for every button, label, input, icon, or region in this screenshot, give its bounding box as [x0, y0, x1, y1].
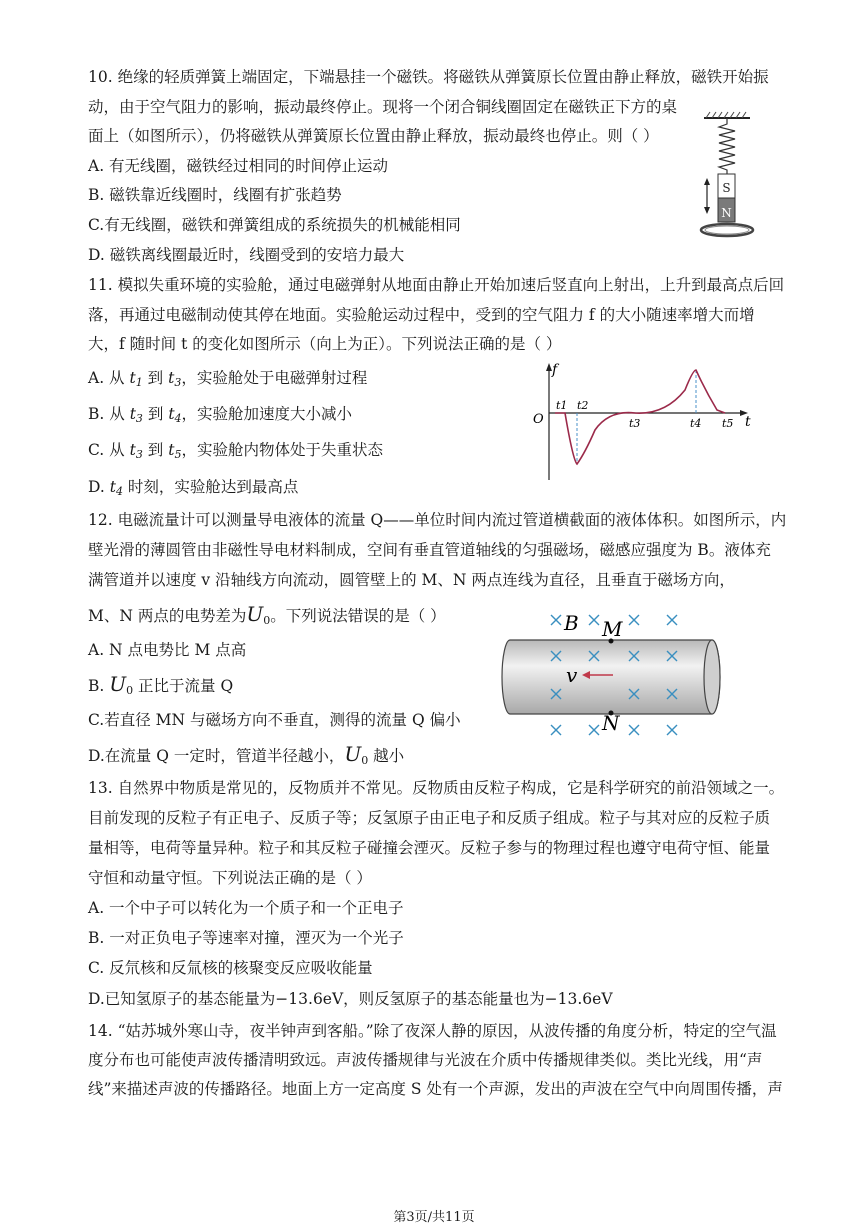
q12-option-a: A. N 点电势比 M 点高	[88, 641, 247, 659]
q13-option-b: B. 一对正负电子等速率对撞，湮灭为一个光子	[88, 929, 404, 947]
q12-option-c: C.若直径 MN 与磁场方向不垂直，测得的流量 Q 偏小	[88, 711, 461, 729]
q12-line-4: M、N 两点的电势差为$U_0$。下列说法错误的是（ ）	[88, 602, 446, 627]
tick-t4: t4	[690, 417, 702, 430]
tick-t5: t5	[722, 417, 734, 430]
t-axis-label: t	[745, 414, 751, 430]
q12-line-2: 壁光滑的薄圆管由非磁性导电材料制成，空间有垂直管道轴线的匀强磁场，磁感应强度为 B。液体充	[88, 541, 771, 559]
q10-line-1: 10. 绝缘的轻质弹簧上端固定，下端悬挂一个磁铁。将磁铁从弹簧原长位置由静止释放，磁铁开始振	[88, 68, 769, 86]
q10-line-2: 动，由于空气阻力的影响，振动最终停止。现将一个闭合铜线圈固定在磁铁正下方的桌	[88, 98, 678, 116]
q12-option-d: D.在流量 Q 一定时，管道半径越小，$U_0$ 越小	[88, 742, 405, 767]
q10-line-3: 面上（如图所示），仍将磁铁从弹簧原长位置由静止释放，振动最终也停止。则（ ）	[88, 127, 659, 145]
q12-option-b: B. $U_0$ 正比于流量 Q	[88, 672, 234, 697]
label-m: M	[602, 617, 623, 641]
q13-line-2: 目前发现的反粒子有正电子、反质子等；反氢原子由正电子和反质子组成。粒子与其对应的反粒子质	[88, 809, 771, 827]
q13-option-a: A. 一个中子可以转化为一个质子和一个正电子	[88, 899, 404, 917]
q14-line-2: 度分布也可能使声波传播清明致远。声波传播规律与光波在介质中传播规律类似。类比光线，用“声	[88, 1051, 763, 1069]
q11-line-2: 落，再通过电磁制动使其停在地面。实验舱运动过程中，受到的空气阻力 f 的大小随速率增大而增	[88, 306, 755, 324]
q10-option-c: C.有无线圈，磁铁和弹簧组成的系统损失的机械能相同	[88, 216, 461, 234]
u0-symbol: U	[246, 602, 264, 626]
tick-t1: t1	[556, 399, 568, 412]
q11-line-1: 11. 模拟失重环境的实验舱，通过电磁弹射从地面由静止开始加速后竖直向上射出，上升到最高点后回	[88, 276, 785, 294]
q13-option-d: D.已知氢原子的基态能量为−13.6eV，则反氢原子的基态能量也为−13.6eV	[88, 990, 613, 1008]
q11-line-3: 大，f 随时间 t 的变化如图所示（向上为正）。下列说法正确的是（ ）	[88, 335, 562, 353]
q11-option-c: C. 从 $t_3$ 到 $t_5$，实验舱内物体处于失重状态	[88, 441, 383, 461]
q11-option-a: A. 从 $t_1$ 到 $t_3$，实验舱处于电磁弹射过程	[88, 369, 368, 389]
q10-option-a: A. 有无线圈，磁铁经过相同的时间停止运动	[88, 157, 389, 175]
q13-option-c: C. 反氘核和反氚核的核聚变反应吸收能量	[88, 959, 373, 977]
q10-spring-magnet-figure	[690, 108, 764, 242]
q12-flowmeter-figure	[498, 608, 730, 740]
q14-line-3: 线”来描述声波的传播路径。地面上方一定高度 S 处有一个声源，发出的声波在空气中向周围传播，声	[88, 1080, 783, 1098]
magnet-n-label: N	[721, 206, 732, 220]
q13-line-3: 量相等，电荷等量异种。粒子和其反粒子碰撞会湮灭。反粒子参与的物理过程也遵守电荷守恒、能量	[88, 839, 771, 857]
u0-symbol-d: U	[344, 742, 362, 766]
origin-label: O	[533, 412, 544, 427]
tick-t2: t2	[577, 399, 589, 412]
q12-line-3: 满管道并以速度 v 沿轴线方向流动，圆管壁上的 M、N 两点连线为直径，且垂直于磁场方向，	[88, 571, 735, 589]
q10-option-d: D. 磁铁离线圈最近时，线圈受到的安培力最大	[88, 246, 405, 264]
q13-line-4: 守恒和动量守恒。下列说法正确的是（ ）	[88, 869, 372, 887]
q13-line-1: 13. 自然界中物质是常见的，反物质并不常见。反物质由反粒子构成，它是科学研究的前沿领域之一。	[88, 779, 785, 797]
tick-t3: t3	[629, 417, 641, 430]
label-v: v	[566, 663, 578, 687]
page-number: 第3页/共11页	[393, 1210, 475, 1225]
q12-line-1: 12. 电磁流量计可以测量导电液体的流量 Q——单位时间内流过管道横截面的液体体积。如图所示，内	[88, 511, 787, 529]
label-b: B	[564, 611, 579, 635]
magnet-s-label: S	[722, 181, 731, 195]
q11-option-d: D. $t_4$ 时刻，实验舱达到最高点	[88, 478, 299, 498]
q14-line-1: 14. “姑苏城外寒山寺，夜半钟声到客船。”除了夜深人静的原因，从波传播的角度分析，特定的空气温	[88, 1022, 777, 1040]
q11-f-t-graph	[525, 360, 760, 485]
f-axis-label: f	[552, 362, 558, 378]
q10-option-b: B. 磁铁靠近线圈时，线圈有扩张趋势	[88, 186, 342, 204]
u0-symbol-b: U	[109, 672, 127, 696]
label-n: N	[602, 711, 620, 735]
q11-option-b: B. 从 $t_3$ 到 $t_4$，实验舱加速度大小减小	[88, 405, 353, 425]
